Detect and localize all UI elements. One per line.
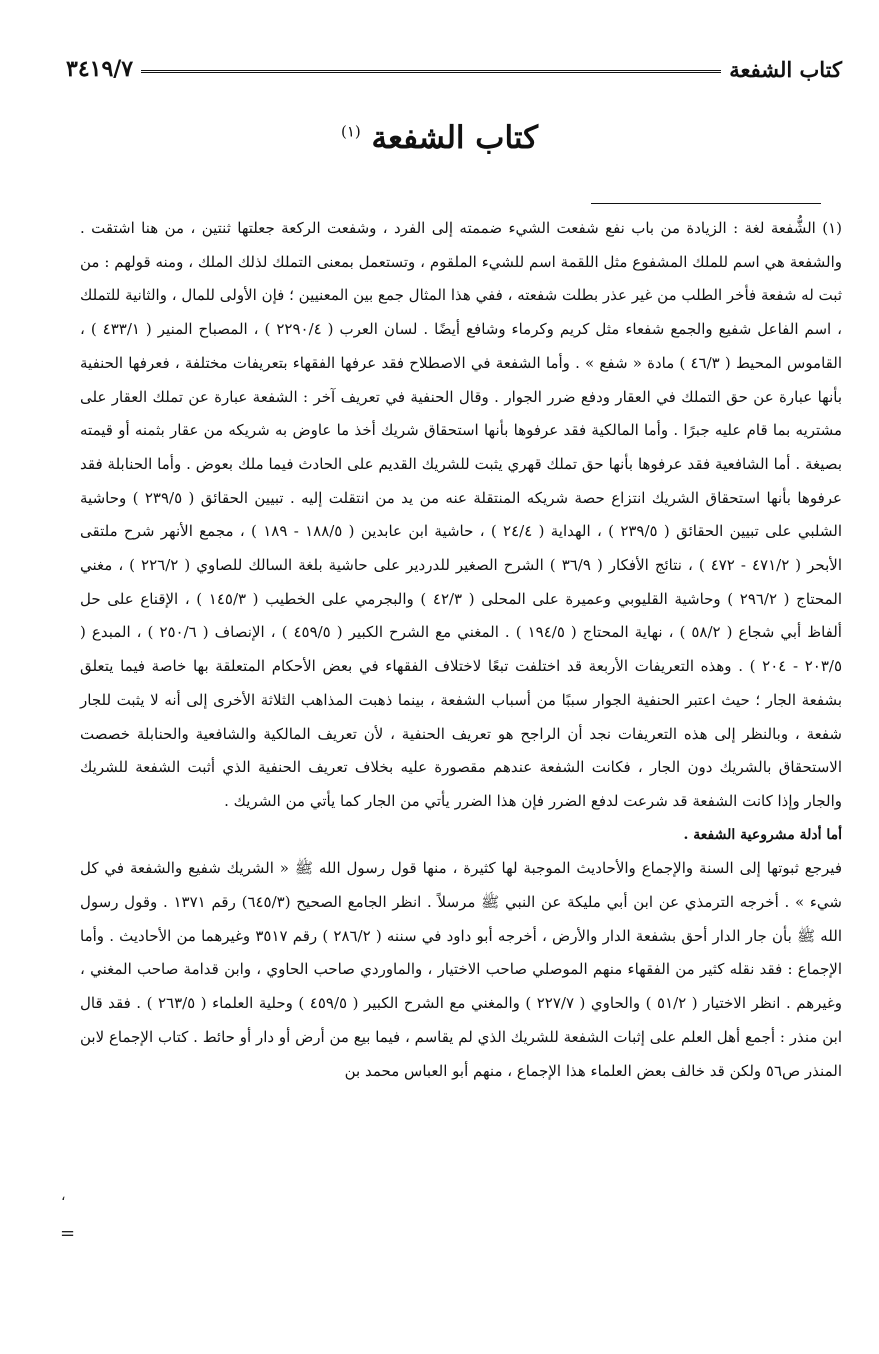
chapter-title	[0, 120, 879, 156]
footnote-marker: (١)	[340, 122, 361, 141]
footnote-paragraph-definitions: (١) الشُّفعة لغة : الزيادة من باب نفع شفعت الشيء ضممته إلى الفرد ، وشفعت الركعة جعلتها ثنتين ، من هنا اشتقت . والشفعة هي اسم للملك المشفوع مثل اللقمة اسم للشيء الملقوم ، وتستعمل بمعنى التملك لذلك الملك ، ومنه قولهم : من ثبت له شفعة فأخر الطلب من غير عذر بطلت شفعته ، ففي هذا المثال جمع بين المعنيين ؛ فإن الأولى للمال ، والثانية للتملك ، اسم الفاعل شفيع والجمع شفعاء مثل كريم وكرماء وشافع أيضًا . لسان العرب ( ٢٢٩٠/٤ ) ، المصباح المنير ( ٤٣٣/١ ) ، القاموس المحيط ( ٤٦/٣ ) مادة « شفع » . وأما الشفعة في الاصطلاح فقد عرفها الفقهاء بتعريفات مختلفة ، فعرفها الحنفية بأنها عبارة عن حق التملك في العقار ودفع ضرر الجوار . وقال الحنفية في تعريف آخر : الشفعة عبارة عن تملك العقار على مشتريه بما قام عليه جبرًا . وأما المالكية فقد عرفوها بأنها استحقاق شريك أخذ ما عاوض به شريكه من عقار بثمنه أو قيمته بصيغة . أما الشافعية فقد عرفوها بأنها حق تملك قهري يثبت للشريك القديم على الحادث فيما ملك بعوض . وأما الحنابلة فقد عرفوها بأنها استحقاق الشريك انتزاع حصة شريكه المنتقلة عنه من يد من انتقلت إليه . تبيين الحقائق ( ٢٣٩/٥ ) وحاشية الشلبي على تبيين الحقائق ( ٢٣٩/٥ ) ، الهداية ( ٢٤/٤ ) ، حاشية ابن عابدين ( ١٨٨/٥ - ١٨٩ ) ، مجمع الأنهر شرح ملتقى الأبحر ( ٤٧١/٢ - ٤٧٢ ) ، نتائج الأفكار ( ٣٦/٩ ) الشرح الصغير للدردير على حاشية بلغة السالك للصاوي ( ٢٢٦/٢ ) ، مغني المحتاج ( ٢٩٦/٢ ) وحاشية القليوبي وعميرة على المحلى ( ٤٢/٣ ) والبجرمي على الخطيب ( ١٤٥/٣ ) ، الإقناع على حل ألفاظ أبي شجاع ( ٥٨/٢ ) ، نهاية المحتاج ( ١٩٤/٥ ) . المغني مع الشرح الكبير ( ٤٥٩/٥ ) ، الإنصاف ( ٢٥٠/٦ ) ، المبدع ( ٢٠٣/٥ - ٢٠٤ ) . وهذه التعريفات الأربعة قد اختلفت تبعًا لاختلاف الفقهاء في بعض الأحكام المتعلقة بها خاصة فيما يتعلق بشفعة الجار ؛ حيث اعتبر الحنفية الجوار سببًا من أسباب الشفعة ، بينما ذهبت المذاهب الثلاثة الأخرى إلى أنه لا يثبت للجار شفعة ، وبالنظر إلى هذه التعريفات نجد أن الراجح هو تعريف الحنفية ، لأن تعريف المالكية والشافعية والحنابلة خصصت الاستحقاق بالشريك دون الجار ، فكانت الشفعة عندهم مقصورة عليه بخلاف تعريف الحنفية الذي أثبت الشفعة للشريك والجار وإذا كانت الشفعة قد شرعت لدفع الضرر فإن هذا الضرر يأتي من الجار كما يأتي من الشريك .	[80, 219, 843, 810]
footnote-paragraph-evidence: فيرجع ثبوتها إلى السنة والإجماع والأحاديث الموجبة لها كثيرة ، منها قول رسول الله ﷺ « الشريك شفيع والشفعة في كل شيء » . أخرجه الترمذي عن ابن أبي مليكة عن النبي ﷺ مرسلاً . انظر الجامع الصحيح (٦٤٥/٣) رقم ١٣٧١ . وقول رسول الله ﷺ بأن جار الدار أحق بشفعة الدار والأرض ، أخرجه أبو داود في سننه ( ٢٨٦/٢ ) رقم ٣٥١٧ وغيرهما من الأحاديث . وأما الإجماع : فقد نقله كثير من الفقهاء منهم الموصلي صاحب الاختيار ، والماوردي صاحب الحاوي ، وابن قدامة صاحب المغني ، وغيرهم . انظر الاختيار ( ٥١/٢ ) والحاوي ( ٢٢٧/٧ ) والمغني مع الشرح الكبير ( ٤٥٩/٥ ) وحلية العلماء ( ٢٦٣/٥ ) . فقد قال ابن منذر : أجمع أهل العلم على إثبات الشفعة للشريك الذي لم يقاسم ، فيما بيع من أرض أو دار أو حائط . كتاب الإجماع لابن المنذر ص٥٦ ولكن قد خالف بعض العلماء هذا الإجماع ، منهم أبو العباس محمد بن	[80, 859, 843, 1080]
chapter-title-text: كتاب الشفعة	[371, 120, 539, 156]
running-header-rule	[141, 70, 721, 73]
page-reference: ٣٤١٩/٧	[66, 56, 134, 82]
running-header	[66, 52, 842, 86]
footnote-separator	[591, 203, 821, 204]
running-header-title: كتاب الشفعة	[729, 56, 842, 82]
section-heading: أما أدلة مشروعية الشفعة .	[683, 826, 842, 843]
continuation-mark: =	[60, 1223, 76, 1244]
margin-comma: ،	[61, 1188, 66, 1204]
footnote-body	[80, 212, 842, 1088]
